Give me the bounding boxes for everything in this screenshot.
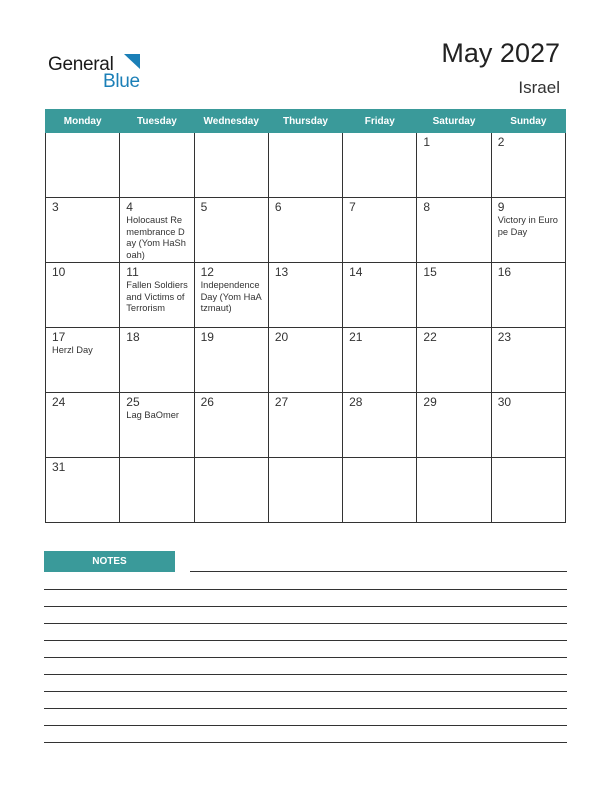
day-number: 13	[274, 265, 289, 279]
weekday-sunday: Sunday	[491, 110, 565, 133]
calendar-day-cell	[46, 393, 120, 458]
calendar-week-row	[46, 328, 566, 393]
day-number: 31	[52, 460, 66, 474]
calendar-week-row	[46, 263, 566, 328]
holiday-label: Independence Day (Yom HaAtzmaut)	[200, 280, 262, 313]
calendar-day-cell	[194, 393, 268, 458]
calendar-day-cell	[194, 198, 268, 263]
notes-line	[44, 674, 567, 675]
notes-line	[44, 589, 567, 590]
logo-blue-text: Blue	[103, 71, 140, 92]
holiday-label: Holocaust Remembrance Day (Yom HaShoah)	[126, 215, 186, 260]
holiday-label: Fallen Soldiers and Victims of Terrorism	[126, 280, 188, 313]
day-number: 20	[274, 330, 289, 344]
calendar-day-cell	[46, 328, 120, 393]
day-number: 27	[274, 395, 289, 409]
calendar-week-row	[46, 198, 566, 263]
calendar-day-cell	[491, 198, 565, 263]
notes-label: NOTES	[44, 551, 175, 572]
day-number: 22	[423, 330, 437, 344]
weekday-header-row	[46, 110, 566, 133]
day-number: 14	[349, 265, 363, 279]
day-number: 7	[349, 200, 356, 214]
weekday-friday: Friday	[343, 110, 417, 133]
calendar-week-row	[46, 393, 566, 458]
calendar-day-cell	[120, 198, 194, 263]
day-number: 30	[497, 395, 512, 409]
notes-line	[44, 742, 567, 743]
notes-line	[44, 691, 567, 692]
logo-triangle-icon	[124, 54, 140, 69]
day-number: 11	[126, 265, 139, 279]
day-number: 19	[200, 330, 214, 344]
calendar-day-cell	[343, 458, 417, 523]
calendar-day-cell	[417, 198, 491, 263]
generalblue-logo	[48, 52, 158, 92]
calendar-day-cell	[417, 458, 491, 523]
calendar-day-cell	[194, 263, 268, 328]
day-number: 18	[126, 330, 140, 344]
calendar-week-row	[46, 133, 566, 198]
calendar-day-cell	[268, 263, 342, 328]
notes-line	[44, 725, 567, 726]
calendar-day-cell	[120, 133, 194, 198]
day-number: 10	[52, 265, 66, 279]
calendar-day-cell	[343, 263, 417, 328]
calendar-day-cell	[268, 328, 342, 393]
calendar-day-cell	[46, 198, 120, 263]
calendar-day-cell	[268, 198, 342, 263]
day-number: 17	[52, 330, 66, 344]
day-number: 16	[497, 265, 512, 279]
notes-line	[44, 657, 567, 658]
weekday-wednesday: Wednesday	[194, 110, 268, 133]
day-number: 21	[349, 330, 363, 344]
day-number: 15	[423, 265, 437, 279]
day-number: 4	[126, 200, 133, 214]
day-number: 3	[52, 200, 59, 214]
day-number: 9	[497, 200, 505, 214]
weekday-saturday: Saturday	[417, 110, 491, 133]
calendar-day-cell	[46, 458, 120, 523]
weekday-thursday: Thursday	[268, 110, 342, 133]
holiday-label: Herzl Day	[52, 345, 93, 355]
holiday-label: Victory in Europe Day	[497, 215, 558, 237]
calendar-day-cell	[46, 263, 120, 328]
calendar-day-cell	[120, 393, 194, 458]
calendar-day-cell	[417, 328, 491, 393]
calendar-day-cell	[491, 133, 565, 198]
notes-line	[44, 640, 567, 641]
calendar-day-cell	[120, 458, 194, 523]
calendar-day-cell	[120, 328, 194, 393]
day-number: 28	[349, 395, 363, 409]
notes-line	[190, 571, 567, 572]
calendar-day-cell	[46, 133, 120, 198]
day-number: 6	[274, 200, 282, 214]
calendar-day-cell	[417, 133, 491, 198]
weekday-tuesday: Tuesday	[120, 110, 194, 133]
calendar-day-cell	[268, 133, 342, 198]
calendar-day-cell	[491, 393, 565, 458]
calendar-day-cell	[417, 393, 491, 458]
day-number: 1	[423, 135, 431, 149]
calendar-day-cell	[268, 458, 342, 523]
day-number: 2	[497, 135, 505, 149]
weekday-monday: Monday	[46, 110, 120, 133]
notes-line	[44, 708, 567, 709]
calendar-day-cell	[343, 393, 417, 458]
day-number: 23	[497, 330, 512, 344]
day-number: 12	[200, 265, 214, 279]
calendar-day-cell	[194, 458, 268, 523]
logo-general-text: General	[48, 54, 114, 75]
calendar-day-cell	[491, 263, 565, 328]
day-number: 5	[200, 200, 208, 214]
calendar-day-cell	[120, 263, 194, 328]
day-number: 26	[200, 395, 214, 409]
calendar-day-cell	[343, 328, 417, 393]
day-number: 24	[52, 395, 66, 409]
holiday-label: Lag BaOmer	[126, 410, 179, 420]
calendar-day-cell	[194, 133, 268, 198]
day-number: 29	[423, 395, 437, 409]
country-name: Israel	[518, 78, 560, 97]
notes-line	[44, 606, 567, 607]
calendar-day-cell	[491, 328, 565, 393]
calendar-day-cell	[343, 133, 417, 198]
calendar-title: May 2027	[441, 38, 560, 68]
calendar-week-row	[46, 458, 566, 523]
notes-line	[44, 623, 567, 624]
day-number: 25	[126, 395, 140, 409]
day-number: 8	[423, 200, 431, 214]
calendar-grid	[45, 109, 566, 523]
calendar-day-cell	[268, 393, 342, 458]
calendar-day-cell	[343, 198, 417, 263]
calendar-day-cell	[491, 458, 565, 523]
calendar-day-cell	[417, 263, 491, 328]
calendar-day-cell	[194, 328, 268, 393]
